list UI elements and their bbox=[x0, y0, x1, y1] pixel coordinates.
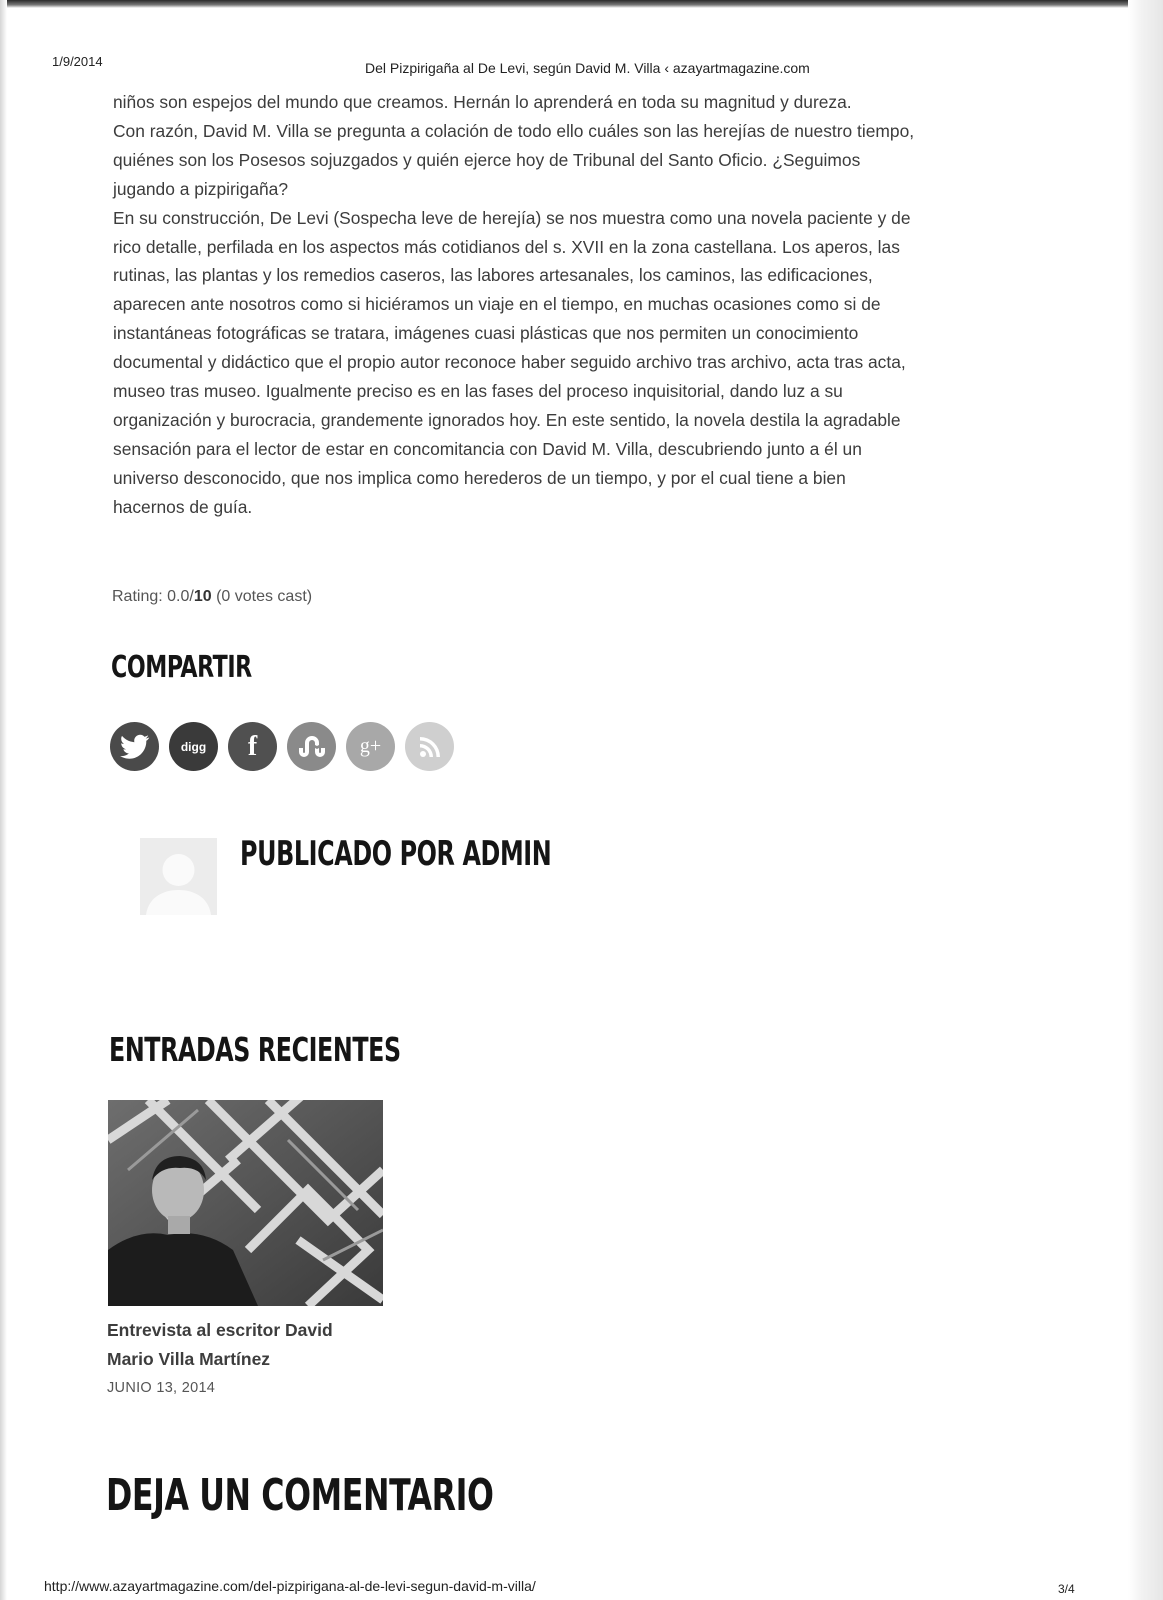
recent-posts-heading: ENTRADAS RECIENTES bbox=[109, 1030, 401, 1069]
article-line: jugando a pizpirigaña? bbox=[113, 178, 289, 199]
print-url: http://www.azayartmagazine.com/del-pizpirigana-al-de-levi-segun-david-m-villa/ bbox=[44, 1578, 536, 1594]
article-paragraph bbox=[113, 204, 1033, 522]
rating-max: 10 bbox=[193, 588, 212, 605]
scan-edge-left bbox=[0, 0, 7, 1600]
print-page-number: 3/4 bbox=[1058, 1582, 1075, 1596]
article-line: quiénes son los Posesos sojuzgados y quién ejerce hoy de Tribunal del Santo Oficio. ¿Seguimos bbox=[113, 149, 861, 170]
article-line: aparecen ante nosotros como si hiciéramos un viaje en el tiempo, en muchas ocasiones como si de bbox=[113, 294, 881, 315]
recent-post-title-line: Mario Villa Martínez bbox=[107, 1349, 271, 1369]
article-line: instantáneas fotográficas se tratara, imágenes cuasi plásticas que nos permiten un conocimiento bbox=[113, 323, 859, 344]
facebook-share-button[interactable] bbox=[228, 722, 277, 771]
twitter-share-button[interactable] bbox=[110, 722, 159, 771]
share-buttons bbox=[110, 722, 454, 771]
rss-icon bbox=[419, 736, 441, 758]
print-page-title: Del Pizpirigaña al De Levi, según David M. Villa ‹ azayartmagazine.com bbox=[365, 60, 810, 76]
article-line: En su construcción, De Levi (Sospecha leve de herejía) se nos muestra como una novela paciente y de bbox=[113, 207, 911, 228]
article-line: rutinas, las plantas y los remedios caseros, las labores artesanales, los caminos, las edificaciones, bbox=[113, 265, 873, 286]
article-body bbox=[113, 88, 1033, 522]
recent-post-title-link[interactable] bbox=[107, 1316, 387, 1374]
article-line: niños son espejos del mundo que creamos. Hernán lo aprenderá en toda su magnitud y dureza. bbox=[113, 92, 852, 112]
stumbleupon-share-button[interactable] bbox=[287, 722, 336, 771]
google-plus-icon: g+ bbox=[359, 735, 382, 757]
recent-post-thumbnail[interactable] bbox=[108, 1100, 383, 1306]
digg-share-button[interactable] bbox=[169, 722, 218, 771]
facebook-icon: f bbox=[247, 730, 258, 762]
article-paragraph bbox=[113, 117, 1033, 204]
rating-votes: (0 votes cast) bbox=[211, 588, 313, 605]
recent-post-date: JUNIO 13, 2014 bbox=[107, 1380, 216, 1396]
recent-post-title-line: Entrevista al escritor David bbox=[107, 1320, 333, 1340]
stumbleupon-icon bbox=[297, 736, 327, 758]
article-line: universo desconocido, que nos implica como herederos de un tiempo, y por el cual tiene a bien bbox=[113, 467, 846, 488]
article-paragraph bbox=[113, 88, 1033, 117]
scan-edge-right bbox=[1128, 0, 1163, 1600]
rss-share-button[interactable] bbox=[405, 722, 454, 771]
article-line: organización y burocracia, grandemente ignorados hoy. En este sentido, la novela destila la agradable bbox=[113, 409, 901, 430]
print-date: 1/9/2014 bbox=[52, 54, 103, 69]
article-line: rico detalle, perfilada en los aspectos más cotidianos del s. XVII en la zona castellana. Los aperos, las bbox=[113, 236, 900, 257]
author-avatar bbox=[140, 838, 217, 915]
post-rating bbox=[112, 588, 312, 606]
article-line: museo tras museo. Igualmente preciso es en las fases del proceso inquisitorial, dando luz a su bbox=[113, 381, 843, 402]
share-heading: COMPARTIR bbox=[111, 650, 252, 685]
article-line: hacernos de guía. bbox=[113, 496, 253, 517]
default-avatar-icon bbox=[140, 902, 217, 915]
article-line: Con razón, David M. Villa se pregunta a colación de todo ello cuáles son las herejías de nuestro tiempo, bbox=[113, 120, 915, 141]
article-line: documental y didáctico que el propio autor reconoce haber seguido archivo tras archivo, acta tras acta, bbox=[113, 352, 906, 373]
scan-edge-top bbox=[0, 0, 1163, 8]
article-line: sensación para el lector de estar en concomitancia con David M. Villa, descubriendo junto a él un bbox=[113, 438, 862, 459]
rating-prefix: Rating: 0.0/ bbox=[112, 588, 194, 605]
author-heading: PUBLICADO POR ADMIN bbox=[240, 834, 552, 874]
digg-icon: digg bbox=[180, 739, 207, 754]
google-plus-share-button[interactable] bbox=[346, 722, 395, 771]
twitter-icon bbox=[120, 734, 150, 760]
comment-heading: DEJA UN COMENTARIO bbox=[106, 1470, 494, 1521]
